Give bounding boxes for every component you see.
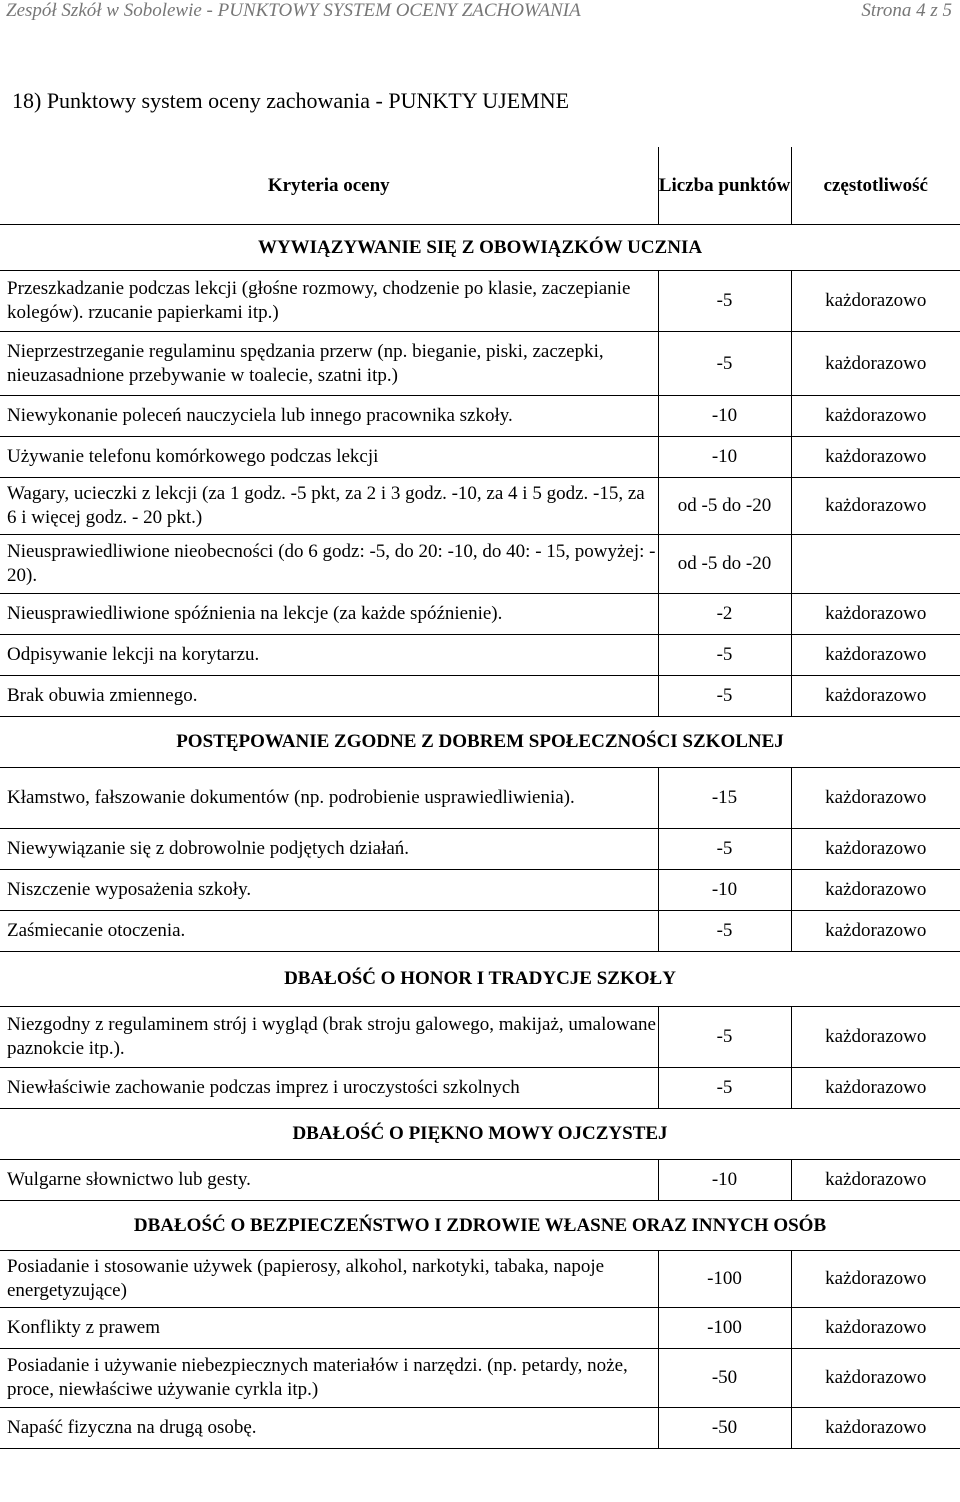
points-cell: -100	[658, 1308, 791, 1349]
points-cell: -5	[658, 676, 791, 717]
table-row	[0, 1251, 960, 1308]
points-cell: -5	[658, 332, 791, 396]
frequency-cell: każdorazowo	[791, 332, 960, 396]
frequency-cell: każdorazowo	[791, 271, 960, 332]
table-row	[0, 635, 960, 676]
criteria-cell: Nieusprawiedliwione nieobecności (do 6 godz: -5, do 20: -10, do 40: - 15, powyżej: - 20).	[0, 535, 658, 594]
points-cell: od -5 do -20	[658, 478, 791, 535]
frequency-cell: każdorazowo	[791, 1160, 960, 1201]
points-cell: -50	[658, 1408, 791, 1449]
page-title: 18) Punktowy system oceny zachowania - PUNKTY UJEMNE	[12, 88, 570, 113]
column-header-frequency: częstotliwość	[791, 147, 960, 225]
points-cell: -10	[658, 437, 791, 478]
table-row	[0, 271, 960, 332]
points-table	[0, 147, 960, 1449]
points-cell: -5	[658, 911, 791, 952]
table-row	[0, 676, 960, 717]
section-heading: DBAŁOŚĆ O BEZPIECZEŃSTWO I ZDROWIE WŁASNE ORAZ INNYCH OSÓB	[0, 1201, 960, 1251]
criteria-cell: Konflikty z prawem	[0, 1308, 658, 1349]
section-heading: POSTĘPOWANIE ZGODNE Z DOBREM SPOŁECZNOŚCI SZKOLNEJ	[0, 717, 960, 768]
points-cell: -5	[658, 271, 791, 332]
table-row	[0, 870, 960, 911]
criteria-cell: Niewywiązanie się z dobrowolnie podjętych działań.	[0, 829, 658, 870]
criteria-cell: Posiadanie i używanie niebezpiecznych materiałów i narzędzi. (np. petardy, noże, proce, niewłaściwe używanie cyrkla itp.)	[0, 1349, 658, 1408]
table-row	[0, 1160, 960, 1201]
column-header-criteria: Kryteria oceny	[0, 147, 658, 225]
frequency-cell: każdorazowo	[791, 1007, 960, 1068]
criteria-cell: Kłamstwo, fałszowanie dokumentów (np. podrobienie usprawiedliwienia).	[0, 768, 658, 829]
criteria-cell: Odpisywanie lekcji na korytarzu.	[0, 635, 658, 676]
criteria-cell: Niewykonanie poleceń nauczyciela lub innego pracownika szkoły.	[0, 396, 658, 437]
points-cell: -10	[658, 396, 791, 437]
points-cell: -5	[658, 829, 791, 870]
frequency-cell: każdorazowo	[791, 911, 960, 952]
frequency-cell: każdorazowo	[791, 1349, 960, 1408]
criteria-cell: Wagary, ucieczki z lekcji (za 1 godz. -5 pkt, za 2 i 3 godz. -10, za 4 i 5 godz. -15, za 6 i więcej godz. - 20 pkt.)	[0, 478, 658, 535]
frequency-cell: każdorazowo	[791, 1068, 960, 1109]
column-header-points: Liczba punktów	[658, 147, 791, 225]
criteria-cell: Napaść fizyczna na drugą osobę.	[0, 1408, 658, 1449]
section-heading: DBAŁOŚĆ O HONOR I TRADYCJE SZKOŁY	[0, 952, 960, 1007]
table-row	[0, 594, 960, 635]
criteria-cell: Używanie telefonu komórkowego podczas lekcji	[0, 437, 658, 478]
section-heading: WYWIĄZYWANIE SIĘ Z OBOWIĄZKÓW UCZNIA	[0, 225, 960, 271]
criteria-cell: Niewłaściwie zachowanie podczas imprez i uroczystości szkolnych	[0, 1068, 658, 1109]
page-header	[0, 0, 960, 26]
table-row	[0, 332, 960, 396]
table-row	[0, 1408, 960, 1449]
page-number: Strona 4 z 5	[861, 0, 952, 21]
frequency-cell: każdorazowo	[791, 768, 960, 829]
criteria-cell: Niszczenie wyposażenia szkoły.	[0, 870, 658, 911]
criteria-cell: Nieusprawiedliwione spóźnienia na lekcje (za każde spóźnienie).	[0, 594, 658, 635]
points-cell: -15	[658, 768, 791, 829]
criteria-cell: Nieprzestrzeganie regulaminu spędzania przerw (np. bieganie, piski, zaczepki, nieuzasadnione przebywanie w toalecie, szatni itp.)	[0, 332, 658, 396]
section-heading-row	[0, 717, 960, 768]
criteria-cell: Wulgarne słownictwo lub gesty.	[0, 1160, 658, 1201]
table-row	[0, 911, 960, 952]
frequency-cell: każdorazowo	[791, 1408, 960, 1449]
frequency-cell: każdorazowo	[791, 676, 960, 717]
frequency-cell: każdorazowo	[791, 870, 960, 911]
table-row	[0, 768, 960, 829]
section-heading-row	[0, 1109, 960, 1160]
table-row	[0, 829, 960, 870]
frequency-cell: każdorazowo	[791, 478, 960, 535]
frequency-cell: każdorazowo	[791, 1308, 960, 1349]
table-header-row	[0, 147, 960, 225]
section-heading-row	[0, 225, 960, 271]
section-heading: DBAŁOŚĆ O PIĘKNO MOWY OJCZYSTEJ	[0, 1109, 960, 1160]
points-cell: -50	[658, 1349, 791, 1408]
points-cell: -100	[658, 1251, 791, 1308]
points-cell: -5	[658, 635, 791, 676]
criteria-cell: Zaśmiecanie otoczenia.	[0, 911, 658, 952]
table-row	[0, 1349, 960, 1408]
criteria-cell: Posiadanie i stosowanie używek (papierosy, alkohol, narkotyki, tabaka, napoje energetyzujące)	[0, 1251, 658, 1308]
table-row	[0, 1068, 960, 1109]
criteria-cell: Niezgodny z regulaminem strój i wygląd (brak stroju galowego, makijaż, umalowane paznokcie itp.).	[0, 1007, 658, 1068]
frequency-cell: każdorazowo	[791, 635, 960, 676]
section-heading-row	[0, 1201, 960, 1251]
points-cell: -5	[658, 1007, 791, 1068]
points-cell: -2	[658, 594, 791, 635]
frequency-cell: każdorazowo	[791, 594, 960, 635]
points-cell: -10	[658, 1160, 791, 1201]
frequency-cell: każdorazowo	[791, 437, 960, 478]
frequency-cell: każdorazowo	[791, 1251, 960, 1308]
frequency-cell: każdorazowo	[791, 396, 960, 437]
table-row	[0, 535, 960, 594]
points-cell: -5	[658, 1068, 791, 1109]
points-cell: -10	[658, 870, 791, 911]
frequency-cell	[791, 535, 960, 594]
table-row	[0, 1308, 960, 1349]
table-row	[0, 1007, 960, 1068]
table-row	[0, 437, 960, 478]
section-heading-row	[0, 952, 960, 1007]
points-cell: od -5 do -20	[658, 535, 791, 594]
criteria-cell: Brak obuwia zmiennego.	[0, 676, 658, 717]
criteria-cell: Przeszkadzanie podczas lekcji (głośne rozmowy, chodzenie po klasie, zaczepianie kolegów). rzucanie papierkami itp.)	[0, 271, 658, 332]
table-row	[0, 478, 960, 535]
header-title: Zespół Szkół w Sobolewie - PUNKTOWY SYSTEM OCENY ZACHOWANIA	[6, 0, 581, 21]
frequency-cell: każdorazowo	[791, 829, 960, 870]
table-row	[0, 396, 960, 437]
